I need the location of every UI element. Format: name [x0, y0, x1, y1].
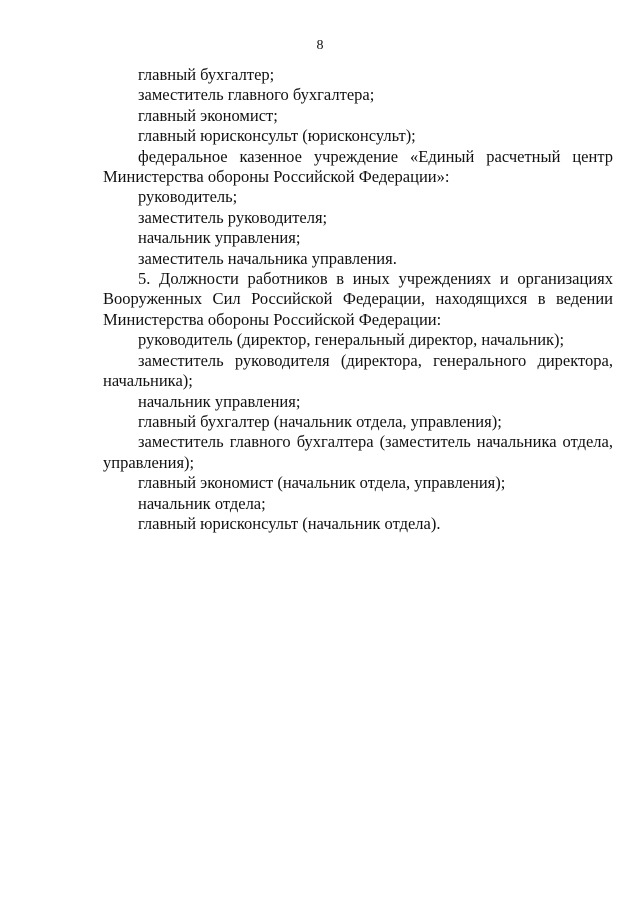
list-item: главный юрисконсульт (юрисконсульт);	[138, 126, 416, 146]
list-item: заместитель руководителя (директора, генерального директора, начальника);	[103, 350, 613, 391]
list-item: главный бухгалтер;	[138, 65, 275, 84]
list-item: главный экономист (начальник отдела, управления);	[138, 473, 506, 493]
page-number: 8	[316, 38, 324, 53]
list-item: заместитель начальника управления.	[138, 248, 397, 268]
list-item: главный бухгалтер (начальник отдела, управления);	[138, 411, 502, 431]
list-item: главный юрисконсульт (начальник отдела).	[138, 513, 441, 533]
list-item: заместитель главного бухгалтера (заместитель начальника отдела, управления);	[103, 432, 613, 472]
list-item: руководитель;	[138, 187, 238, 207]
list-item: начальник управления;	[138, 228, 301, 248]
list-item: начальник управления;	[138, 391, 301, 411]
list-item: главный экономист;	[138, 105, 278, 125]
document-body	[103, 65, 613, 534]
list-item: заместитель руководителя;	[138, 207, 328, 227]
list-item: руководитель (директор, генеральный директор, начальник);	[138, 330, 565, 350]
list-item: заместитель главного бухгалтера;	[138, 85, 375, 105]
institution-heading: федеральное казенное учреждение «Единый расчетный центр Министерства обороны Российской Федерации»:	[103, 146, 613, 187]
section-paragraph: 5. Должности работников в иных учреждениях и организациях Вооруженных Сил Российской Федерации, находящихся в ведении Министерства обороны Российской Федерации:	[103, 269, 613, 329]
list-item: начальник отдела;	[138, 493, 266, 513]
